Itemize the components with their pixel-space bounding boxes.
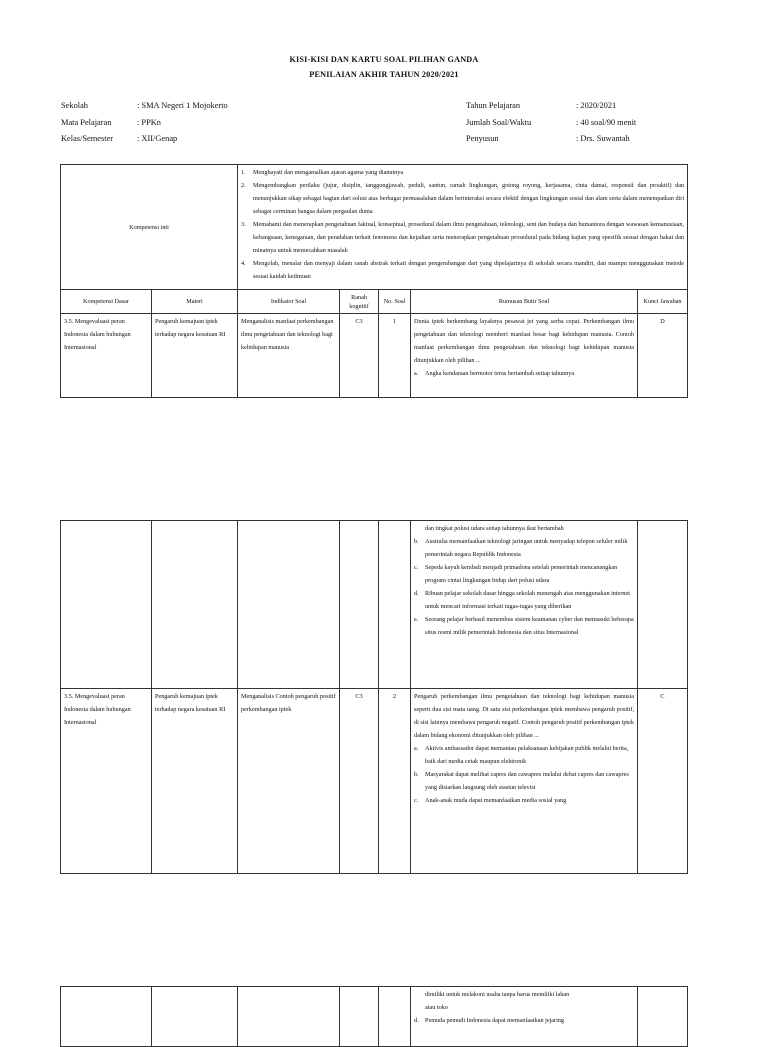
kelas-value: : XII/Genap — [137, 134, 178, 143]
col-header-rumusan: Rumusan Butir Soal — [411, 290, 638, 314]
materi-cell: Pengaruh kemajuan iptek terhadap negara kesatuan RI — [152, 314, 238, 398]
ki-item: 4. Mengolah, menalar dan menyaji dalam ranah abstrak terkait dengan pengembangan dari yang dipelajarinya di sekolah secara mandiri, dan mampu menggunakan metode sesuai kaidah keilmuan — [241, 260, 685, 280]
col-header-materi: Materi — [152, 290, 238, 314]
table-row — [61, 521, 688, 689]
ranah-cell: C3 — [340, 314, 379, 398]
col-header-no: No. Soal — [379, 290, 411, 314]
materi-cell: Pengaruh kemajuan iptek terhadap negara kesatuan RI — [152, 689, 238, 874]
no-cell: 1 — [379, 314, 411, 398]
penyusun-value: : Drs. Suwantah — [576, 134, 630, 143]
answer-option: c. Sepeda kayuh kembali menjadi primadona setelah pemerintah mencanangkan program cintai lingkungan hidup dari polusi udara — [414, 564, 618, 584]
answer-option: e. Seorang pelajar berhasil menembus sistem keamanan cyber dan memasuki beberapa situs resmi milik pemerintah Indonesia dan situs Internasional — [414, 616, 634, 636]
kelas-label: Kelas/Semester — [61, 134, 114, 143]
kd-cell: 3.5. Mengevaluasi peran Indonesia dalam hubungan Internasional — [61, 314, 152, 398]
kisi-kisi-table-page2 — [60, 520, 688, 874]
kisi-kisi-table-page3 — [60, 986, 688, 1047]
answer-option: a. Aktivis ambassador dapat memantau pelaksanaan kebijakan publik melalui berita, baik dari media cetak maupun elektronik — [414, 745, 629, 765]
indikator-cell: Menganalisis Contoh pengaruh positif perkembangan iptek — [238, 689, 340, 874]
kd-cell: 3.5. Mengevaluasi peran Indonesia dalam hubungan Internasional — [61, 689, 152, 874]
col-header-kunci: Kunci Jawaban — [638, 290, 688, 314]
answer-option: c. Anak-anak muda dapat memanfaatkan media sosial yang — [414, 797, 567, 804]
question-stem: Pengaruh perkembangan ilmu pengetahuan dan teknologi bagi kehidupan manusia seperti dua sisi mata uang. Di satu sisi perkembangan iptek membawa pengaruh positif, di sisi lainnya membawa pengaruh negatif. Contoh pengaruh positif perkembangan iptek dalam bidang ekonomi ditunjukkan oleh pilihan ... — [414, 693, 634, 739]
no-cell: 2 — [379, 689, 411, 874]
ki-item: 2. Mengembangkan perilaku (jujur, disiplin, tanggungjawab, peduli, santun, ramah lingkungan, gotong royong, kerjasama, cinta damai, responsif dan proaktif) dan menunjukkan sikap sebagai bagian dari solusi atas berbagai permasalahan dalam berinteraksi secara efektif dengan lingkungan sosial dan alam serta dalam menempatkan diri sebagai cerminan bangsa dalam pergaulan dunia — [241, 182, 685, 215]
mapel-label: Mata Pelajaran — [61, 118, 112, 127]
col-header-kd: Kompetensi Dasar — [61, 290, 152, 314]
sekolah-label: Sekolah — [61, 101, 88, 110]
kisi-kisi-table-page1 — [60, 164, 688, 398]
tahun-value: : 2020/2021 — [576, 101, 617, 110]
ki-item: 1. Menghayati dan mengamalkan ajaran agama yang dianutnya — [241, 169, 404, 176]
jumlah-value: : 40 soal/90 menit — [576, 118, 637, 127]
sekolah-value: : SMA Negeri 1 Mojokerto — [137, 101, 228, 110]
table-row — [61, 314, 688, 398]
ki-item: 3. Memahami dan menerapkan pengetahuan faktual, konseptual, prosedural dalam ilmu pengetahuan, teknologi, seni dan budaya dan humaniora dengan wawasan kemanusiaan, kebangsaan, kenegaraan, dan peradaban terkait fenomena dan kejadian serta menerapkan pengetahuan prosedural pada bidang kajian yang spesifik sesuai dengan bakat dan minatnya untuk memecahkan masalah — [241, 221, 685, 254]
rumusan-cell: dan tingkat polusi udara setiap tahunnya ikut bertambah b. Australia memanfaatkan teknologi jaringan untuk menyadap telepon seluler milik pemerintah negara Republik Indonesia c. Sepeda kayuh kembali menjadi primadona setelah pemerintah mencanangkan program cintai lingkungan hidup dari polusi udara d. Ribuan pelajar sekolah dasar hingga sekolah menengah atas menggunakan internet untuk mencari informasi terkait tugas-tugas yang diberikan e. Seorang pelajar berhasil menembus sistem keamanan cyber dan memasuki beberapa situs resmi milik pemerintah Indonesia dan situs Internasional — [411, 521, 638, 689]
mapel-value: : PPKn — [137, 118, 161, 127]
answer-option: a. Angka kendaraan bermotor terus bertambah setiap tahunnya — [414, 370, 575, 377]
answer-option: d. Pemuda pemudi Indonesia dapat memanfaatkan jejaring — [414, 1017, 564, 1024]
penyusun-label: Penyusun — [466, 134, 499, 143]
kompetensi-inti-label: Kompetensi inti — [61, 165, 238, 290]
ranah-cell: C3 — [340, 689, 379, 874]
tahun-label: Tahun Pelajaran — [466, 101, 521, 110]
answer-option: b. Australia memanfaatkan teknologi jaringan untuk menyadap telepon seluler milik pemerintah negara Republik Indonesia — [414, 538, 628, 558]
indikator-cell: Menganalisis manfaat perkembangan ilmu pengetahuan dan teknologi bagi kehidupan manusia — [238, 314, 340, 398]
rumusan-cell — [411, 689, 638, 874]
question-stem: Dunia iptek berkembang layaknya pesawat jet yang serba cepat. Perkembangan ilmu pengetahuan dan teknologi memberi manfaat besar bagi kehidupan manusia. Contoh manfaat perkembangan ilmu pengetahuan dan teknologi bagi kehidupan manusia ditunjukkan oleh pilihan ... — [414, 318, 635, 364]
table-row — [61, 987, 688, 1047]
col-header-indikator: Indikator Soal — [238, 290, 340, 314]
rumusan-cell: dimiliki untuk melakoni usaha tanpa harus memiliki lahan atau toko d. Pemuda pemudi Indonesia dapat memanfaatkan jejaring — [411, 987, 638, 1047]
kompetensi-inti-list — [238, 165, 688, 290]
kunci-cell: D — [638, 314, 688, 398]
col-header-ranah: Ranah kognitif — [340, 290, 379, 314]
table-row — [61, 689, 688, 874]
answer-option: b. Masyarakat dapat melihat capres dan cawapres melalui debat capres dan cawapres yang disiarkan langsung oleh stasiun televisi — [414, 771, 629, 791]
jumlah-label: Jumlah Soal/Waktu — [466, 118, 532, 127]
answer-option: d. Ribuan pelajar sekolah dasar hingga sekolah menengah atas menggunakan internet untuk mencari informasi terkait tugas-tugas yang diberikan — [414, 590, 630, 610]
document-title: KISI-KISI DAN KARTU SOAL PILIHAN GANDA — [289, 55, 479, 64]
kunci-cell: C — [638, 689, 688, 874]
document-subtitle: PENILAIAN AKHIR TAHUN 2020/2021 — [309, 70, 459, 79]
rumusan-cell — [411, 314, 638, 398]
